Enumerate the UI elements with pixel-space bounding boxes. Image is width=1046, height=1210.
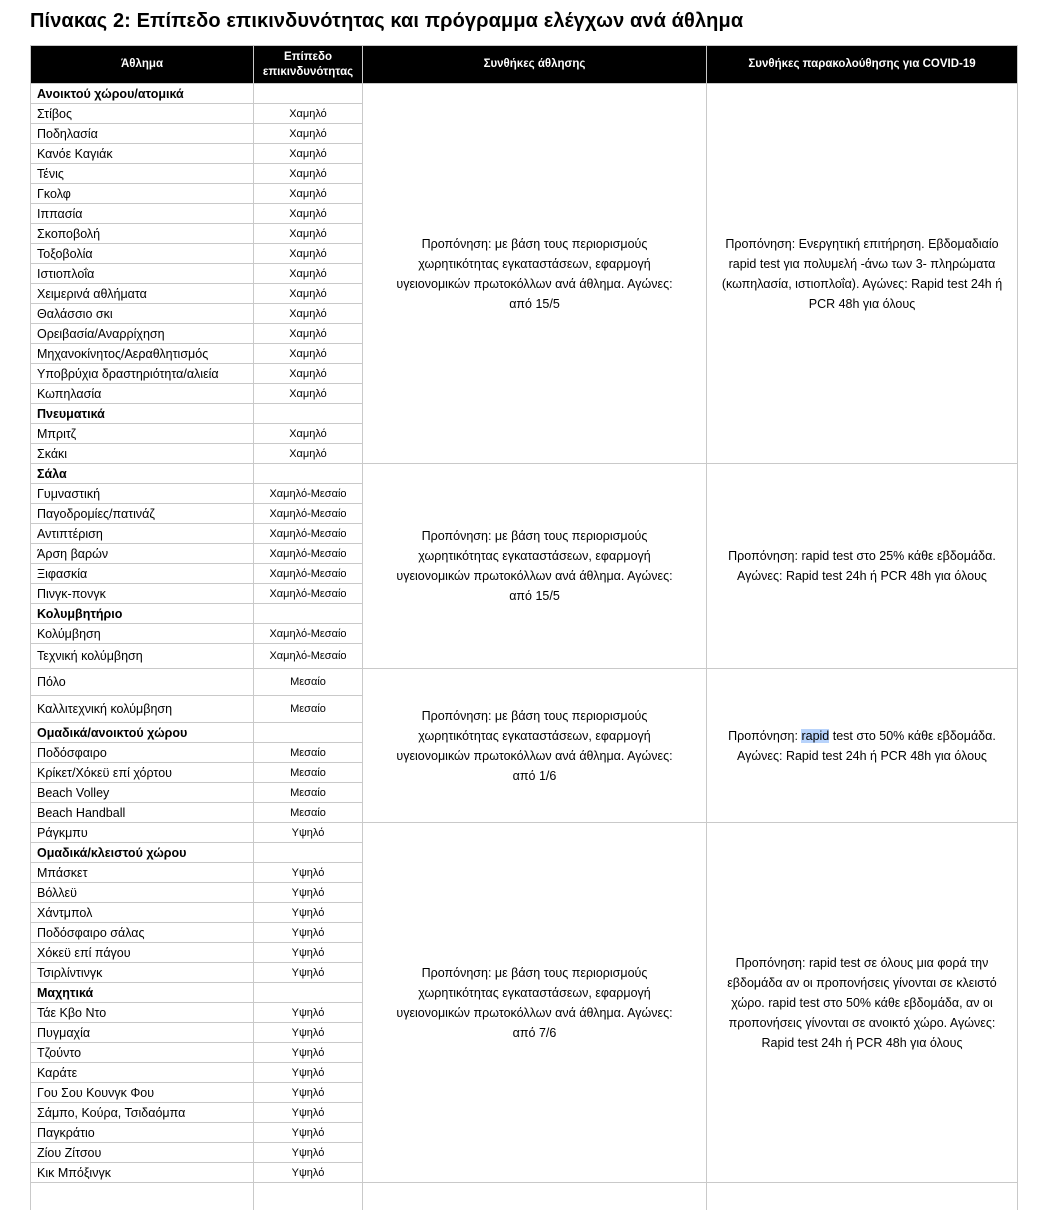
sport-name: Κικ Μπόξινγκ <box>31 1163 254 1183</box>
table-header <box>31 46 1018 84</box>
section-label: Σάλα <box>31 464 254 484</box>
covid-monitoring-cell <box>707 464 1018 669</box>
sport-name: Ποδόσφαιρο σάλας <box>31 923 254 943</box>
covid-text-segment: Προπόνηση: Ενεργητική επιτήρηση. Εβδομαδιαίο rapid test για πολυμελή -άνω των 3- πληρώματα (κωπηλασία, ιστιοπλοΐα). Αγώνες: Rapid test 24h ή PCR 48h για όλους <box>721 236 1003 311</box>
risk-level-value: Μεσαίο <box>254 763 363 783</box>
risk-level-value <box>254 723 363 743</box>
sport-name: Τένις <box>31 164 254 184</box>
header-row <box>31 46 1018 84</box>
sport-name: Μηχανοκίνητος/Αεραθλητισμός <box>31 344 254 364</box>
risk-level-value: Χαμηλό-Μεσαίο <box>254 584 363 604</box>
risk-level-value <box>254 404 363 424</box>
section-row <box>31 464 1018 484</box>
risk-level-value <box>254 983 363 1003</box>
column-header-2: Συνθήκες άθλησης <box>363 46 707 84</box>
table-row <box>31 823 1018 843</box>
column-header-3: Συνθήκες παρακολούθησης για COVID-19 <box>707 46 1018 84</box>
risk-level-value: Χαμηλό <box>254 184 363 204</box>
sport-name: Τζούντο <box>31 1043 254 1063</box>
risk-level-value: Χαμηλό <box>254 324 363 344</box>
risk-level-value: Χαμηλό <box>254 364 363 384</box>
risk-level-value: Χαμηλό <box>254 164 363 184</box>
page-title: Πίνακας 2: Επίπεδο επικινδυνότητας και πρόγραμμα ελέγχων ανά άθλημα <box>30 10 744 32</box>
risk-level-value: Υψηλό <box>254 903 363 923</box>
risk-level-value: Μεσαίο <box>254 669 363 696</box>
sport-name: Βόλλεϋ <box>31 883 254 903</box>
table-row <box>31 1183 1018 1210</box>
sport-name: Γου Σου Κουνγκ Φου <box>31 1083 254 1103</box>
section-label: Ανοικτού χώρου/ατομικά <box>31 84 254 104</box>
sport-name: Ποδόσφαιρο <box>31 743 254 763</box>
sport-name: Πινγκ-πονγκ <box>31 584 254 604</box>
risk-level-value: Υψηλό <box>254 1083 363 1103</box>
risk-level-value: Χαμηλό-Μεσαίο <box>254 544 363 564</box>
sport-name: Κωπηλασία <box>31 384 254 404</box>
risk-level-value: Χαμηλό <box>254 204 363 224</box>
risk-level-value: Χαμηλό-Μεσαίο <box>254 484 363 504</box>
covid-text-segment: test στο 50% κάθε εβδομάδα. Αγώνες: Rapid test 24h ή PCR 48h για όλους <box>737 728 996 763</box>
sport-name: Ζίου Ζίτσου <box>31 1143 254 1163</box>
sport-name: Κολύμβηση <box>31 624 254 644</box>
risk-level-value: Υψηλό <box>254 963 363 983</box>
sport-name: Τσιρλίντινγκ <box>31 963 254 983</box>
risk-level-value: Υψηλό <box>254 1143 363 1163</box>
training-conditions-cell: Προπόνηση: με βάση τους περιορισμούς χωρητικότητας εγκαταστάσεων, εφαρμογή υγειονομικών πρωτοκόλλων ανά άθλημα. Αγώνες: από 7/6 <box>363 823 707 1183</box>
risk-level-value <box>254 1183 363 1210</box>
sport-name: Σάμπο, Κούρα, Τσιδαόμπα <box>31 1103 254 1123</box>
risk-level-value: Υψηλό <box>254 1103 363 1123</box>
risk-level-value: Χαμηλό-Μεσαίο <box>254 624 363 644</box>
section-label: Κολυμβητήριο <box>31 604 254 624</box>
risk-level-value: Υψηλό <box>254 1123 363 1143</box>
column-header-1: Επίπεδο επικινδυνότητας <box>254 46 363 84</box>
risk-level-value: Χαμηλό <box>254 124 363 144</box>
risk-level-value: Χαμηλό-Μεσαίο <box>254 564 363 584</box>
risk-level-value: Χαμηλό <box>254 104 363 124</box>
sport-name: Πυγμαχία <box>31 1023 254 1043</box>
sport-name: Χειμερινά αθλήματα <box>31 284 254 304</box>
sport-name: Ράγκμπυ <box>31 823 254 843</box>
risk-level-value: Χαμηλό <box>254 304 363 324</box>
sport-name: Παγοδρομίες/πατινάζ <box>31 504 254 524</box>
sport-name: Τοξοβολία <box>31 244 254 264</box>
section-label: Ομαδικά/ανοικτού χώρου <box>31 723 254 743</box>
risk-level-value: Μεσαίο <box>254 696 363 723</box>
risk-level-value: Χαμηλό <box>254 264 363 284</box>
risk-level-value: Υψηλό <box>254 1003 363 1023</box>
covid-text-segment: Προπόνηση: rapid test σε όλους μια φορά την εβδομάδα αν οι προπονήσεις γίνονται σε κλειστό χώρο. rapid test στο 50% κάθε εβδομάδα, αν οι προπονήσεις γίνονται σε ανοικτό χώρο. Αγώνες: Rapid test 24h ή PCR 48h για όλους <box>727 955 997 1050</box>
risk-level-value: Χαμηλό <box>254 284 363 304</box>
risk-level-value: Μεσαίο <box>254 783 363 803</box>
risk-level-value: Χαμηλό-Μεσαίο <box>254 504 363 524</box>
sport-name: Τάε Κβο Ντο <box>31 1003 254 1023</box>
covid-monitoring-cell <box>707 84 1018 464</box>
training-conditions-cell <box>363 1183 707 1210</box>
sport-name: Κρίκετ/Χόκεϋ επί χόρτου <box>31 763 254 783</box>
sport-name: Ορειβασία/Αναρρίχηση <box>31 324 254 344</box>
sport-name: Χάντμπολ <box>31 903 254 923</box>
risk-level-value: Χαμηλό <box>254 144 363 164</box>
sport-name: Ποδηλασία <box>31 124 254 144</box>
risk-level-value: Χαμηλό <box>254 444 363 464</box>
covid-monitoring-cell <box>707 1183 1018 1210</box>
sport-name: Μπάσκετ <box>31 863 254 883</box>
risk-level-value: Υψηλό <box>254 863 363 883</box>
risk-level-value: Υψηλό <box>254 1063 363 1083</box>
risk-level-value: Χαμηλό <box>254 244 363 264</box>
covid-monitoring-cell <box>707 823 1018 1183</box>
sport-name: Ιστιοπλοΐα <box>31 264 254 284</box>
table-row <box>31 669 1018 696</box>
sport-name: Τεχνική κολύμβηση <box>31 644 254 669</box>
training-conditions-cell: Προπόνηση: με βάση τους περιορισμούς χωρητικότητας εγκαταστάσεων, εφαρμογή υγειονομικών πρωτοκόλλων ανά άθλημα. Αγώνες: από 15/5 <box>363 84 707 464</box>
sport-name: Στίβος <box>31 104 254 124</box>
risk-level-value: Υψηλό <box>254 823 363 843</box>
sport-name: Υποβρύχια δραστηριότητα/αλιεία <box>31 364 254 384</box>
risk-level-value: Υψηλό <box>254 1023 363 1043</box>
risk-level-table <box>30 45 1018 1210</box>
table-body <box>31 84 1018 1210</box>
covid-text-segment: Προπόνηση: rapid test στο 25% κάθε εβδομάδα. Αγώνες: Rapid test 24h ή PCR 48h για όλους <box>728 549 996 583</box>
risk-level-value: Υψηλό <box>254 1163 363 1183</box>
risk-level-value: Υψηλό <box>254 943 363 963</box>
sport-name: Γυμναστική <box>31 484 254 504</box>
section-label: Ομαδικά/κλειστού χώρου <box>31 843 254 863</box>
sport-name: Καράτε <box>31 1063 254 1083</box>
sport-name: Γκολφ <box>31 184 254 204</box>
risk-level-value <box>254 84 363 104</box>
risk-level-value: Χαμηλό-Μεσαίο <box>254 524 363 544</box>
section-row <box>31 84 1018 104</box>
covid-monitoring-cell <box>707 669 1018 823</box>
sport-name: Παγκράτιο <box>31 1123 254 1143</box>
covid-text-segment: Προπόνηση: <box>728 728 802 743</box>
sport-name: Ξιφασκία <box>31 564 254 584</box>
sport-name: Άρση βαρών <box>31 544 254 564</box>
risk-level-value: Χαμηλό-Μεσαίο <box>254 644 363 669</box>
sport-name: Beach Volley <box>31 783 254 803</box>
risk-level-value: Υψηλό <box>254 883 363 903</box>
risk-level-value <box>254 604 363 624</box>
sport-name: Αντιπτέριση <box>31 524 254 544</box>
risk-level-value: Χαμηλό <box>254 384 363 404</box>
sport-name: Θαλάσσιο σκι <box>31 304 254 324</box>
sport-name: Σκάκι <box>31 444 254 464</box>
risk-level-value <box>254 464 363 484</box>
risk-level-value: Υψηλό <box>254 1043 363 1063</box>
risk-level-value: Μεσαίο <box>254 803 363 823</box>
sport-name <box>31 1183 254 1210</box>
risk-level-value <box>254 843 363 863</box>
risk-level-value: Χαμηλό <box>254 344 363 364</box>
sport-name: Κανόε Καγιάκ <box>31 144 254 164</box>
sport-name: Beach Handball <box>31 803 254 823</box>
section-label: Πνευματικά <box>31 404 254 424</box>
risk-level-value: Χαμηλό <box>254 224 363 244</box>
risk-level-value: Υψηλό <box>254 923 363 943</box>
section-label: Μαχητικά <box>31 983 254 1003</box>
sport-name: Καλλιτεχνική κολύμβηση <box>31 696 254 723</box>
risk-level-value: Χαμηλό <box>254 424 363 444</box>
sport-name: Χόκεϋ επί πάγου <box>31 943 254 963</box>
selected-text: rapid <box>801 728 830 743</box>
sport-name: Σκοποβολή <box>31 224 254 244</box>
training-conditions-cell: Προπόνηση: με βάση τους περιορισμούς χωρητικότητας εγκαταστάσεων, εφαρμογή υγειονομικών πρωτοκόλλων ανά άθλημα. Αγώνες: από 1/6 <box>363 669 707 823</box>
sport-name: Πόλο <box>31 669 254 696</box>
column-header-0: Άθλημα <box>31 46 254 84</box>
training-conditions-cell: Προπόνηση: με βάση τους περιορισμούς χωρητικότητας εγκαταστάσεων, εφαρμογή υγειονομικών πρωτοκόλλων ανά άθλημα. Αγώνες: από 15/5 <box>363 464 707 669</box>
sport-name: Μπριτζ <box>31 424 254 444</box>
risk-level-value: Μεσαίο <box>254 743 363 763</box>
sport-name: Ιππασία <box>31 204 254 224</box>
